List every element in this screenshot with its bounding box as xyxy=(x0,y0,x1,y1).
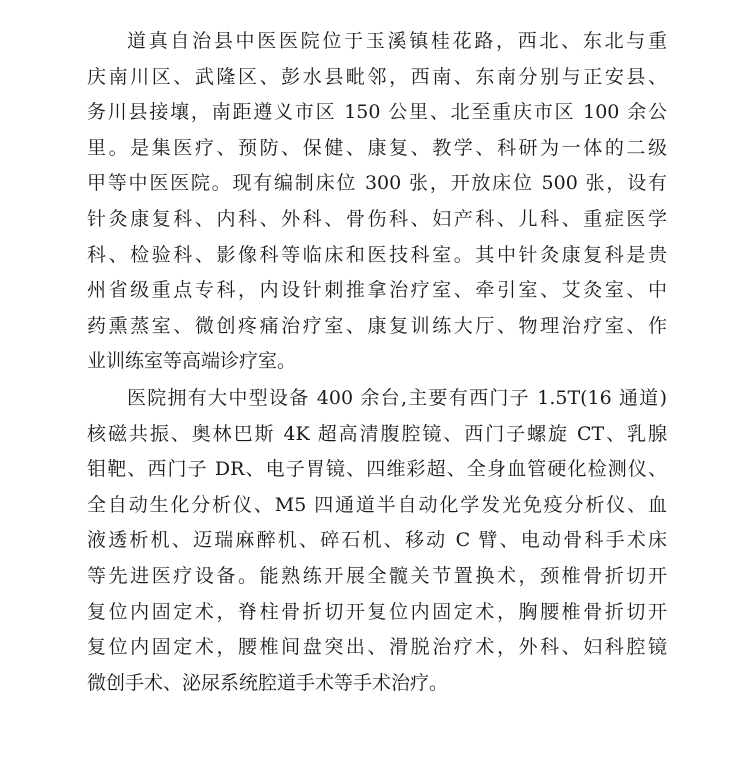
text-line: 等先进医疗设备。能熟练开展全髋关节置换术，颈椎骨折切开 xyxy=(87,564,667,587)
text-line: 钼靶、西门子 DR、电子胃镜、四维彩超、全身血管硬化检测仪、 xyxy=(87,458,667,481)
paragraph-equipment xyxy=(87,381,667,701)
text-line: 核磁共振、奥林巴斯 4K 超高清腹腔镜、西门子螺旋 CT、乳腺 xyxy=(87,422,667,445)
text-line: 医院拥有大中型设备 400 余台,主要有西门子 1.5T(16 通道) xyxy=(127,386,667,409)
text-line: 州省级重点专科，内设针刺推拿治疗室、牵引室、艾灸室、中 xyxy=(87,279,667,302)
text-line: 全自动生化分析仪、M5 四通道半自动化学发光免疫分析仪、血 xyxy=(87,493,667,516)
text-line: 业训练室等高端诊疗室。 xyxy=(87,350,297,373)
document-body xyxy=(87,24,667,701)
text-line: 针灸康复科、内科、外科、骨伤科、妇产科、儿科、重症医学 xyxy=(87,207,667,230)
text-line: 甲等中医医院。现有编制床位 300 张，开放床位 500 张，设有 xyxy=(87,172,667,195)
paragraph-location xyxy=(87,24,667,380)
text-line: 液透析机、迈瑞麻醉机、碎石机、移动 C 臂、电动骨科手术床 xyxy=(87,529,667,552)
text-line: 科、检验科、影像科等临床和医技科室。其中针灸康复科是贵 xyxy=(87,243,667,266)
text-line: 道真自治县中医医院位于玉溪镇桂花路，西北、东北与重 xyxy=(127,30,667,52)
text-line: 复位内固定术，脊柱骨折切开复位内固定术，胸腰椎骨折切开 xyxy=(87,600,667,623)
text-line: 务川县接壤，南距遵义市区 150 公里、北至重庆市区 100 余公 xyxy=(87,101,667,124)
text-line: 里。是集医疗、预防、保健、康复、教学、科研为一体的二级 xyxy=(87,136,667,159)
text-line: 药熏蒸室、微创疼痛治疗室、康复训练大厅、物理治疗室、作 xyxy=(87,314,667,337)
text-line: 复位内固定术，腰椎间盘突出、滑脱治疗术，外科、妇科腔镜 xyxy=(87,636,667,659)
text-line: 微创手术、泌尿系统腔道手术等手术治疗。 xyxy=(87,671,449,694)
text-line: 庆南川区、武隆区、彭水县毗邻，西南、东南分别与正安县、 xyxy=(87,65,667,88)
